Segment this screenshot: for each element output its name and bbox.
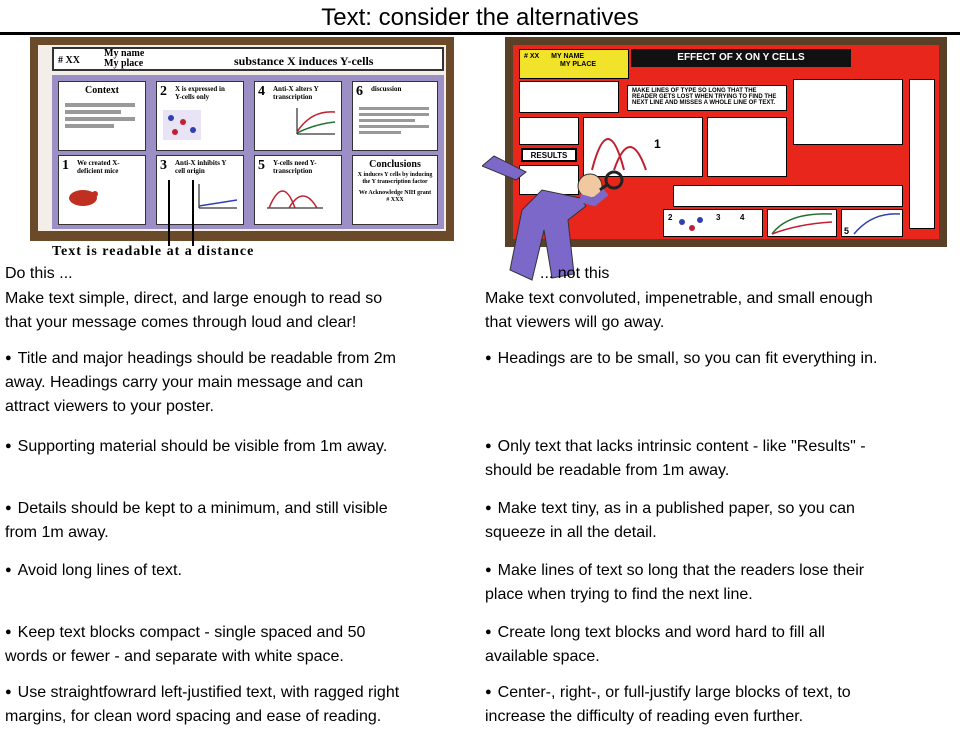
do-intro-line: Make text simple, direct, and large enough to read so (5, 290, 383, 307)
bullet-icon: ● (5, 686, 12, 698)
bad-poster-dots (664, 210, 762, 236)
bullet-icon: ● (485, 352, 492, 364)
bad-poster-num: 3 (716, 213, 721, 222)
bullet-icon: ● (485, 686, 492, 698)
bad-poster-textblock (707, 117, 787, 177)
good-poster-box-6 (352, 81, 438, 151)
box-title: Context (85, 85, 119, 96)
good-poster-author (104, 49, 144, 69)
not-intro (485, 287, 873, 335)
do-text-line: Supporting material should be visible from 1m away. (17, 438, 388, 455)
not-intro-line: Make text convoluted, impenetrable, and small enough (485, 290, 873, 307)
do-text-line: away. Headings carry your main message and can (5, 374, 364, 391)
bad-poster-num: 5 (844, 226, 850, 236)
bad-poster-figure (767, 209, 837, 237)
not-bullet-justification (485, 680, 851, 729)
page-title: Text: consider the alternatives (321, 4, 639, 31)
good-poster-box-4 (254, 81, 342, 151)
do-bullet-justification (5, 680, 399, 729)
not-bullet-headings (485, 346, 877, 371)
bad-poster-textblock (519, 81, 619, 113)
box-number: 3 (160, 158, 167, 173)
box-subtitle: discussion (371, 85, 402, 93)
good-poster-id: # XX (58, 55, 80, 66)
box-note (359, 104, 429, 137)
bullet-icon: ● (5, 352, 12, 364)
good-poster-board (38, 45, 446, 231)
bullet-icon: ● (5, 502, 12, 514)
acknowledgement-text: We Acknowledge NIH grant # XXX (358, 190, 432, 203)
do-bullet-details (5, 496, 388, 545)
bullet-icon: ● (485, 502, 492, 514)
do-text-line: Title and major headings should be readable from 2m (17, 350, 396, 367)
bad-poster-num: 1 (654, 137, 661, 151)
box-subtitle: Anti-X inhibits Y cell origin (175, 159, 227, 175)
box-subtitle: Anti-X alters Y transcription (273, 85, 319, 101)
conclusion-text: X induces Y cells by inducing the Y transcription factor (357, 172, 433, 185)
not-text-line: Make text tiny, as in a published paper, so you can (497, 500, 855, 517)
bad-poster-place: MY PLACE (560, 61, 597, 68)
good-poster-panels (52, 75, 444, 229)
not-text-line: Headings are to be small, so you can fit everything in. (497, 350, 878, 367)
good-poster-box-1 (58, 155, 146, 225)
bad-poster-num: 4 (740, 213, 745, 222)
do-bullet-text-blocks (5, 620, 365, 669)
not-text-line: increase the difficulty of reading even further. (485, 708, 804, 725)
do-text-line: Keep text blocks compact - single spaced and 50 (17, 624, 366, 641)
do-text-line: Details should be kept to a minimum, and still visible (17, 500, 388, 517)
do-bullet-line-length (5, 558, 182, 583)
good-poster-heading: substance X induces Y-cells (234, 54, 374, 68)
bad-poster-heading: EFFECT OF X ON Y CELLS (631, 49, 851, 67)
not-bullet-text-blocks (485, 620, 825, 669)
bad-poster-curves (842, 210, 902, 236)
cell-image (163, 110, 201, 140)
not-text-line: Center-, right-, or full-justify large blocks of text, to (497, 684, 851, 701)
bad-poster-id: # XX (524, 53, 540, 60)
not-label: ... not this (540, 265, 610, 282)
box-number: 5 (258, 158, 265, 173)
box-subtitle: We created X-deficient mice (77, 159, 120, 175)
bad-poster-note: MAKE LINES OF TYPE SO LONG THAT THE READER GETS LOST WHEN TRYING TO FIND THE NEXT LINE AND MISSES A WHOLE LINE OF TEXT. (627, 85, 787, 111)
good-poster-box-conclusions (352, 155, 438, 225)
curve-plot (197, 182, 239, 210)
bad-poster-num: 2 (668, 213, 673, 222)
bullet-icon: ● (485, 564, 492, 576)
good-poster-place: My place (104, 58, 144, 69)
good-poster-caption: Text is readable at a distance (52, 244, 255, 259)
box-note (65, 100, 135, 131)
bullet-icon: ● (5, 440, 12, 452)
not-intro-line: that viewers will go away. (485, 314, 665, 331)
do-text-line: words or fewer - and separate with white space. (5, 648, 344, 665)
bullet-icon: ● (485, 626, 492, 638)
do-intro (5, 287, 382, 335)
do-text-line: Avoid long lines of text. (17, 562, 182, 579)
bad-poster-sidebar (909, 79, 935, 229)
do-text-line: attract viewers to your poster. (5, 398, 214, 415)
bad-poster-textblock (519, 117, 579, 145)
pointer-arrow (192, 180, 194, 246)
not-text-line: Only text that lacks intrinsic content - like "Results" - (497, 438, 866, 455)
bad-poster-textblock (673, 185, 903, 207)
not-bullet-supporting (485, 434, 866, 483)
do-text-line: Use straightfowrard left-justified text, with ragged right (17, 684, 400, 701)
pointer-arrow (168, 180, 170, 246)
box-subtitle: Y-cells need Y-transcription (273, 159, 317, 175)
peak-plot (265, 180, 325, 210)
box-number: 1 (62, 158, 69, 173)
bad-poster-author (519, 49, 629, 79)
not-text-line: Create long text blocks and word hard to fill all (497, 624, 825, 641)
not-text-line: squeeze in all the detail. (485, 524, 657, 541)
box-number: 2 (160, 84, 167, 99)
bad-poster-curves (768, 210, 836, 236)
good-poster-name: My name (104, 48, 145, 59)
bullet-icon: ● (5, 564, 12, 576)
good-poster-box-context (58, 81, 146, 151)
not-bullet-line-length (485, 558, 864, 607)
good-poster-illustration (30, 37, 454, 241)
do-intro-line: that your message comes through loud and clear! (5, 314, 357, 331)
not-text-line: available space. (485, 648, 600, 665)
good-poster-box-2 (156, 81, 244, 151)
title-rule (0, 32, 960, 35)
curve-plot (295, 106, 337, 136)
mouse-image (65, 184, 101, 210)
bullet-icon: ● (5, 626, 12, 638)
bad-poster-figure (841, 209, 903, 237)
do-bullet-headings (5, 346, 396, 419)
bad-poster-results-label: RESULTS (521, 148, 577, 162)
bad-poster-name: MY NAME (551, 53, 585, 60)
not-bullet-details (485, 496, 855, 545)
do-text-line: margins, for clean word spacing and ease of reading. (5, 708, 382, 725)
good-poster-header (52, 47, 444, 71)
box-number: 6 (356, 84, 363, 99)
do-bullet-supporting (5, 434, 387, 459)
good-poster-box-5 (254, 155, 342, 225)
box-subtitle: X is expressed in Y-cells only (175, 85, 225, 101)
box-number: 4 (258, 84, 265, 99)
bad-poster-textblock (793, 79, 903, 145)
bad-poster-figure (663, 209, 763, 237)
do-text-line: from 1m away. (5, 524, 109, 541)
not-text-line: should be readable from 1m away. (485, 462, 730, 479)
do-label: Do this ... (5, 265, 73, 282)
bullet-icon: ● (485, 440, 492, 452)
not-text-line: Make lines of text so long that the readers lose their (497, 562, 865, 579)
not-text-line: place when trying to find the next line. (485, 586, 753, 603)
box-title: Conclusions (369, 159, 421, 170)
